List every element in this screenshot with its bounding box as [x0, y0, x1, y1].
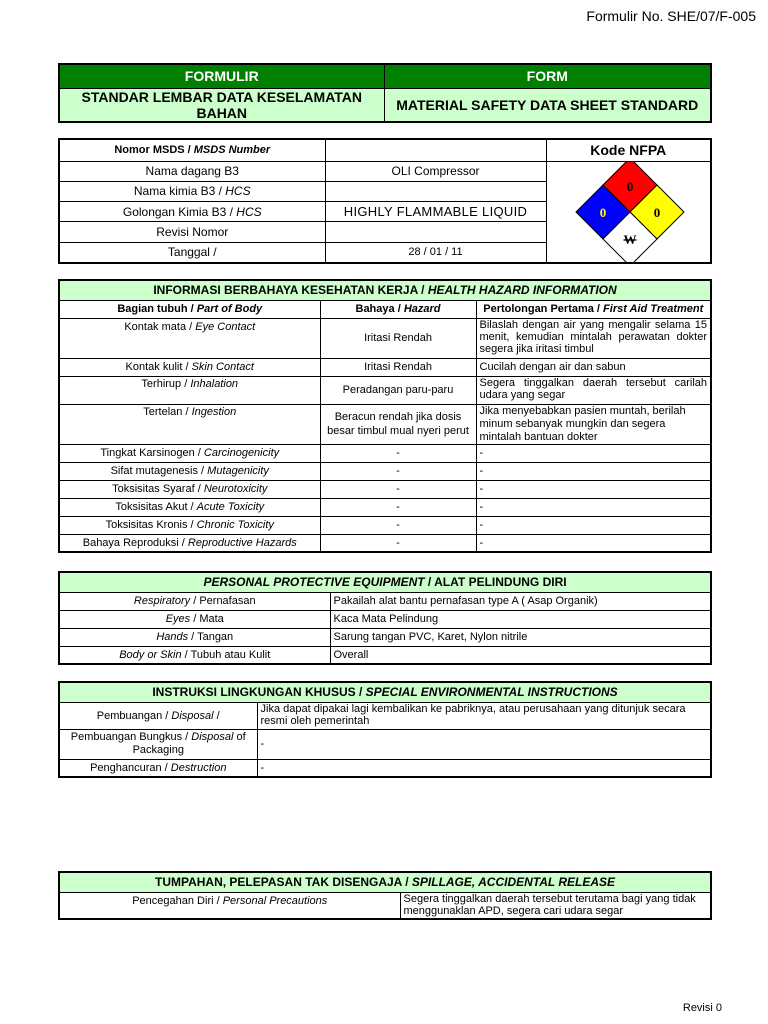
header-part-of-body: Bagian tubuh / Part of Body — [59, 300, 320, 318]
chemical-name-label: Nama kimia B3 / HCS — [59, 181, 325, 201]
revision-number-label: Revisi Nomor — [59, 222, 325, 242]
table-row — [59, 480, 711, 498]
date-value: 28 / 01 / 11 — [325, 242, 546, 262]
table-row — [59, 376, 711, 404]
spill-value: Segera tinggalkan daerah tersebut terutama bagi yang tidak menggunaklan APD, segera cari udara segar — [400, 892, 711, 919]
table-row — [59, 498, 711, 516]
table-row — [59, 516, 711, 534]
env-value: - — [257, 759, 711, 777]
msds-number-value — [325, 139, 546, 161]
env-item: Penghancuran / Destruction — [59, 759, 257, 777]
table-row — [59, 892, 711, 919]
date-label: Tanggal / — [59, 242, 325, 262]
nfpa-cell — [546, 161, 711, 263]
ppe-item: Respiratory / Pernafasan — [59, 592, 330, 610]
body-part: Tertelan / Ingestion — [59, 404, 320, 444]
body-part: Toksisitas Kronis / Chronic Toxicity — [59, 516, 320, 534]
table-row — [59, 404, 711, 444]
table-row — [59, 444, 711, 462]
hazard: Beracun rendah jika dosis besar timbul mual nyeri perut — [320, 404, 476, 444]
spill-item: Pencegahan Diri / Personal Precautions — [59, 892, 400, 919]
ppe-title: PERSONAL PROTECTIVE EQUIPMENT / ALAT PELINDUNG DIRI — [59, 572, 711, 592]
env-value: - — [257, 729, 711, 759]
nfpa-flammability-value: 0 — [626, 178, 633, 194]
trade-name-value: OLI Compressor — [325, 161, 546, 181]
first-aid: - — [476, 444, 711, 462]
form-number: Formulir No. SHE/07/F-005 — [586, 8, 756, 24]
environmental-title: INSTRUKSI LINGKUNGAN KHUSUS / SPECIAL ENVIRONMENTAL INSTRUCTIONS — [59, 682, 711, 702]
title-table — [58, 63, 712, 123]
body-part: Bahaya Reproduksi / Reproductive Hazards — [59, 534, 320, 552]
ppe-value: Sarung tangan PVC, Karet, Nylon nitrile — [330, 628, 711, 646]
table-row — [59, 318, 711, 358]
health-hazard-title: INFORMASI BERBAHAYA KESEHATAN KERJA / HEALTH HAZARD INFORMATION — [59, 280, 711, 300]
body-part: Kontak mata / Eye Contact — [59, 318, 320, 358]
chemical-name-value — [325, 181, 546, 201]
table-row — [59, 702, 711, 729]
body-part: Toksisitas Akut / Acute Toxicity — [59, 498, 320, 516]
ppe-item: Body or Skin / Tubuh atau Kulit — [59, 646, 330, 664]
ppe-item: Eyes / Mata — [59, 610, 330, 628]
nfpa-special-value: W — [623, 231, 636, 247]
ppe-value: Kaca Mata Pelindung — [330, 610, 711, 628]
title-form: FORM — [384, 64, 711, 88]
ppe-value: Pakailah alat bantu pernafasan type A ( Asap Organik) — [330, 592, 711, 610]
table-row — [59, 462, 711, 480]
header-first-aid: Pertolongan Pertama / First Aid Treatment — [476, 300, 711, 318]
nfpa-title: Kode NFPA — [546, 139, 711, 161]
body-part: Toksisitas Syaraf / Neurotoxicity — [59, 480, 320, 498]
hazard: - — [320, 498, 476, 516]
table-row — [59, 628, 711, 646]
identification-table — [58, 138, 712, 264]
nfpa-health-value: 0 — [599, 204, 606, 220]
revision-number-value — [325, 222, 546, 242]
chemical-group-label: Golongan Kimia B3 / HCS — [59, 202, 325, 222]
table-row — [59, 759, 711, 777]
hazard: - — [320, 534, 476, 552]
first-aid: Cucilah dengan air dan sabun — [476, 358, 711, 376]
table-row — [59, 534, 711, 552]
hazard: Iritasi Rendah — [320, 318, 476, 358]
title-formulir: FORMULIR — [59, 64, 384, 88]
table-row — [59, 646, 711, 664]
body-part: Terhirup / Inhalation — [59, 376, 320, 404]
hazard: Iritasi Rendah — [320, 358, 476, 376]
hazard: - — [320, 516, 476, 534]
table-row — [59, 358, 711, 376]
first-aid: Segera tinggalkan daerah tersebut carilah udara yang segar — [476, 376, 711, 404]
first-aid: - — [476, 480, 711, 498]
ppe-value: Overall — [330, 646, 711, 664]
first-aid: - — [476, 462, 711, 480]
header-hazard: Bahaya / Hazard — [320, 300, 476, 318]
health-hazard-table — [58, 279, 712, 553]
msds-number-label: Nomor MSDS / MSDS Number — [59, 139, 325, 161]
ppe-item: Hands / Tangan — [59, 628, 330, 646]
env-item: Pembuangan Bungkus / Disposal of Packaging — [59, 729, 257, 759]
hazard: - — [320, 444, 476, 462]
nfpa-reactivity-value: 0 — [653, 204, 660, 220]
env-item: Pembuangan / Disposal / — [59, 702, 257, 729]
first-aid: Bilaslah dengan air yang mengalir selama 15 menit, kemudian mintalah perawatan dokter segera jika iritasi timbul — [476, 318, 711, 358]
chemical-group-value: HIGHLY FLAMMABLE LIQUID — [325, 202, 546, 222]
hazard: - — [320, 462, 476, 480]
first-aid: - — [476, 498, 711, 516]
ppe-table — [58, 571, 712, 665]
hazard: Peradangan paru-paru — [320, 376, 476, 404]
body-part: Kontak kulit / Skin Contact — [59, 358, 320, 376]
footer-revision: Revisi 0 — [682, 1002, 722, 1014]
title-en: MATERIAL SAFETY DATA SHEET STANDARD — [384, 88, 711, 122]
first-aid: Jika menyebabkan pasien muntah, berilah minum sebanyak mungkin dan segera mintalah bantuan dokter — [476, 404, 711, 444]
table-row — [59, 592, 711, 610]
body-part: Sifat mutagenesis / Mutagenicity — [59, 462, 320, 480]
hazard: - — [320, 480, 476, 498]
spillage-title: TUMPAHAN, PELEPASAN TAK DISENGAJA / SPILLAGE, ACCIDENTAL RELEASE — [59, 872, 711, 892]
nfpa-diamond — [547, 162, 712, 262]
table-row — [59, 610, 711, 628]
spillage-table — [58, 871, 712, 920]
body-part: Tingkat Karsinogen / Carcinogenicity — [59, 444, 320, 462]
first-aid: - — [476, 534, 711, 552]
env-value: Jika dapat dipakai lagi kembalikan ke pabriknya, atau perusahaan yang ditunjuk secara resmi oleh pemerintah — [257, 702, 711, 729]
first-aid: - — [476, 516, 711, 534]
table-row — [59, 729, 711, 759]
environmental-table — [58, 681, 712, 778]
trade-name-label: Nama dagang B3 — [59, 161, 325, 181]
title-id: STANDAR LEMBAR DATA KESELAMATAN BAHAN — [59, 88, 384, 122]
